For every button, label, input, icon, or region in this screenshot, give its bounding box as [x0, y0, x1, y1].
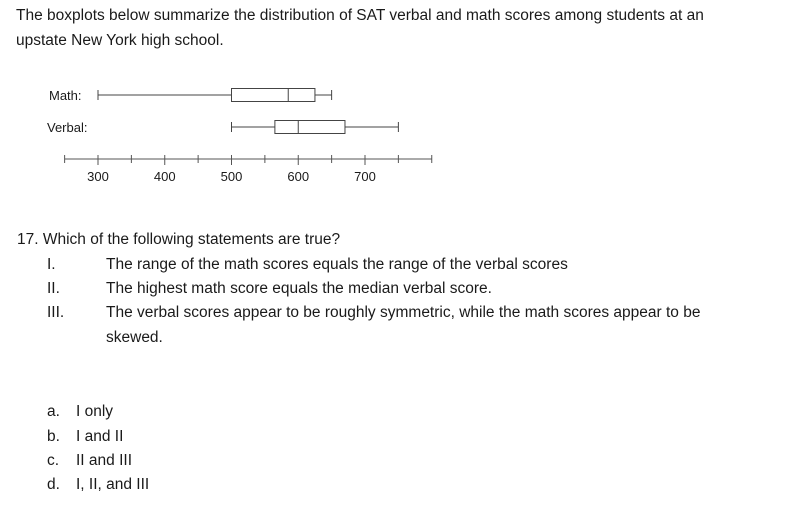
verbal-box — [275, 121, 345, 134]
math-label: Math: — [49, 88, 82, 103]
axis-tick-label: 300 — [87, 169, 109, 184]
intro-line-2: upstate New York high school. — [16, 32, 224, 49]
statement-2-text: The highest math score equals the median verbal score. — [106, 280, 492, 297]
choice-d-letter: d. — [47, 476, 60, 493]
statement-1-numeral: I. — [47, 256, 56, 273]
statement-1-text: The range of the math scores equals the range of the verbal scores — [106, 256, 568, 273]
choice-d-text: I, II, and III — [76, 476, 150, 493]
axis-tick-label: 700 — [354, 169, 376, 184]
statement-3-text-cont: skewed. — [106, 329, 163, 346]
question-stem: 17. Which of the following statements are true? — [17, 231, 341, 248]
intro-line-1: The boxplots below summarize the distribution of SAT verbal and math scores among students at an — [16, 7, 704, 24]
choice-b-text: I and II — [76, 428, 124, 445]
verbal-label: Verbal: — [47, 120, 88, 135]
choice-a-text: I only — [76, 403, 114, 420]
boxplot-chart — [0, 70, 788, 190]
axis-tick-label: 500 — [220, 169, 243, 184]
choice-b-letter: b. — [47, 428, 60, 445]
math-box — [232, 89, 315, 102]
choice-c-letter: c. — [47, 452, 60, 469]
axis-tick-label: 400 — [153, 169, 176, 184]
statement-3-numeral: III. — [47, 304, 65, 321]
choice-a-letter: a. — [47, 403, 60, 420]
statement-3-text: The verbal scores appear to be roughly symmetric, while the math scores appear to be — [106, 304, 701, 321]
statement-2-numeral: II. — [47, 280, 60, 297]
choice-c-text: II and III — [76, 452, 133, 469]
axis-tick-label: 600 — [287, 169, 310, 184]
